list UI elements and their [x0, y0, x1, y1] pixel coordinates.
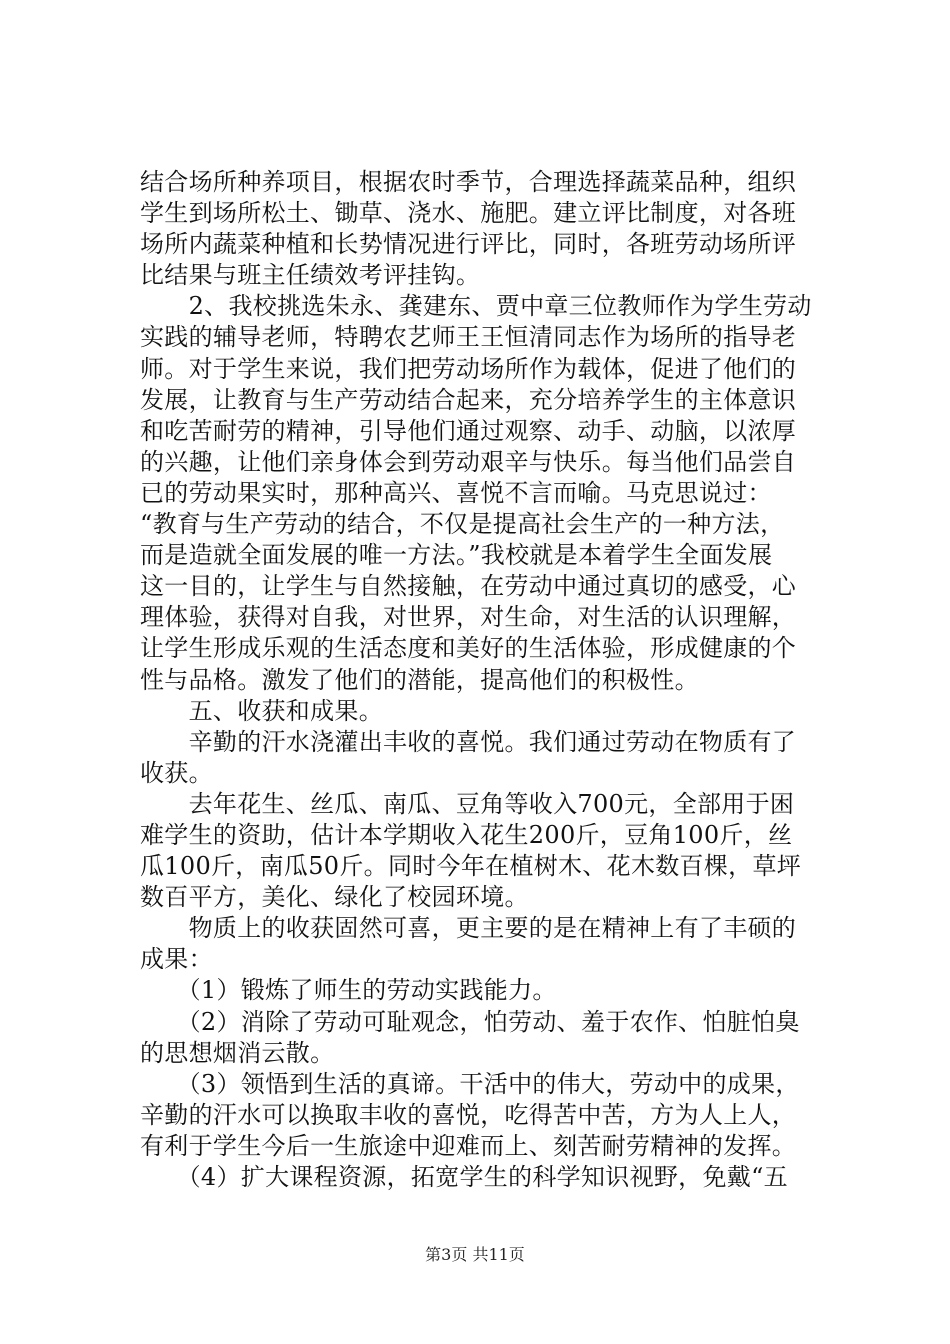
list-item: （4）扩大课程资源，拓宽学生的科学知识视野，免戴“五 [140, 1163, 788, 1191]
text-line: 的兴趣，让他们亲身体会到劳动艰辛与快乐。每当他们品尝自 [140, 447, 797, 476]
text-line: 2、我校挑选朱永、龚建东、贾中章三位教师作为学生劳动 [140, 292, 812, 321]
text-line: 比结果与班主任绩效考评挂钩。 [140, 261, 481, 290]
document-body [140, 167, 840, 1193]
text-line: 实践的辅导老师，特聘农艺师王王恒清同志作为场所的指导老 [140, 323, 797, 352]
text-line: 有利于学生今后一生旅途中迎难而上、刻苦耐劳精神的发挥。 [140, 1131, 797, 1160]
text-line: 发展，让教育与生产劳动结合起来，充分培养学生的主体意识 [140, 385, 797, 414]
text-line: 和吃苦耐劳的精神，引导他们通过观察、动手、动脑，以浓厚 [140, 416, 797, 445]
text-line: 难学生的资助，估计本学期收入花生200斤，豆角100斤，丝 [140, 820, 793, 849]
list-item: （3）领悟到生活的真谛。干活中的伟大，劳动中的成果， [140, 1069, 800, 1098]
text-line: 师。对于学生来说，我们把劳动场所作为载体，促进了他们的 [140, 354, 797, 383]
text-line: 场所内蔬菜种植和长势情况进行评比，同时，各班劳动场所评 [140, 230, 797, 259]
list-item: （2）消除了劳动可耻观念，怕劳动、羞于农作、怕脏怕臭 [140, 1007, 800, 1036]
text-line: 结合场所种养项目，根据农时季节，合理选择蔬菜品种，组织 [140, 168, 797, 196]
text-line: 性与品格。激发了他们的潜能，提高他们的积极性。 [140, 665, 699, 694]
text-line: 这一目的，让学生与自然接触，在劳动中通过真切的感受，心 [140, 572, 797, 601]
text-line: 而是造就全面发展的唯一方法。”我校就是本着学生全面发展 [140, 541, 773, 570]
text-line: 数百平方，美化、绿化了校园环境。 [140, 883, 529, 912]
text-line: 辛勤的汗水浇灌出丰收的喜悦。我们通过劳动在物质有了 [140, 727, 797, 756]
text-line: 的思想烟消云散。 [140, 1038, 335, 1067]
text-line: 学生到场所松土、锄草、浇水、施肥。建立评比制度，对各班 [140, 199, 797, 228]
text-line: 辛勤的汗水可以换取丰收的喜悦，吃得苦中苦，方为人上人， [140, 1100, 797, 1129]
text-line: 理体验，获得对自我，对世界，对生命，对生活的认识理解， [140, 603, 797, 632]
text-line: 瓜100斤，南瓜50斤。同时今年在植树木、花木数百棵，草坪 [140, 852, 802, 881]
text-line: 让学生形成乐观的生活态度和美好的生活体验，形成健康的个 [140, 634, 797, 663]
text-line: 成果： [140, 945, 213, 974]
list-item: （1）锻炼了师生的劳动实践能力。 [140, 976, 557, 1005]
page-number-footer: 第3页 共11页 [425, 1245, 525, 1264]
text-line: “教育与生产劳动的结合，不仅是提高社会生产的一种方法， [140, 510, 785, 539]
text-line: 物质上的收获固然可喜，更主要的是在精神上有了丰硕的 [140, 914, 797, 943]
section-heading: 五、收获和成果。 [140, 696, 383, 725]
text-line: 去年花生、丝瓜、南瓜、豆角等收入700元，全部用于困 [140, 789, 795, 818]
text-line: 已的劳动果实时，那种高兴、喜悦不言而喻。马克思说过： [140, 478, 772, 507]
text-line: 收获。 [140, 758, 213, 787]
